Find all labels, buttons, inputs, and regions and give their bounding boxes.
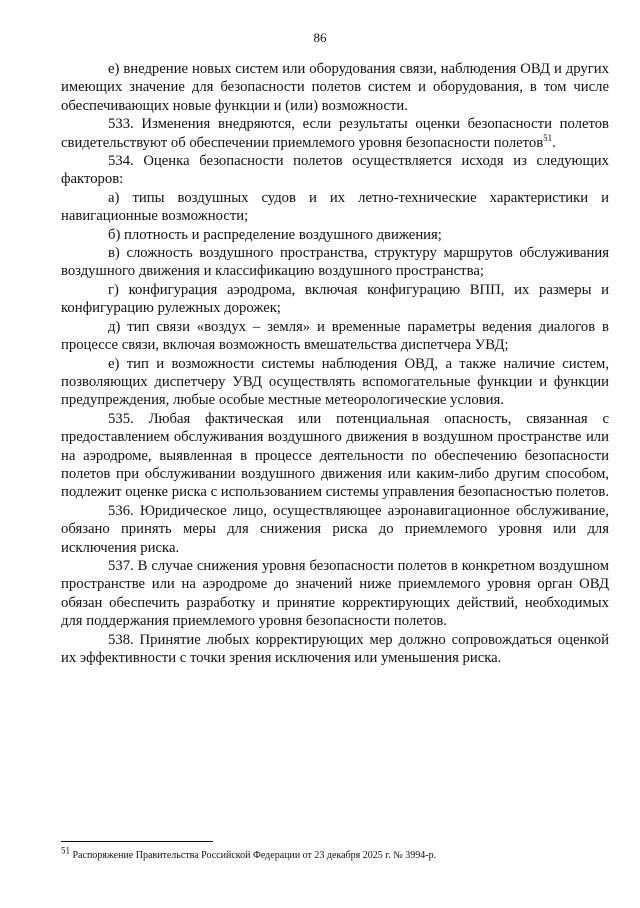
footnote-51 (61, 845, 609, 862)
footnote-text: Распоряжение Правительства Российской Федерации от 23 декабря 2025 г. № 3994-р. (70, 850, 437, 861)
footnote-reference-51: 51 (543, 132, 553, 143)
list-item-g: г) конфигурация аэродрома, включая конфигурацию ВПП, их размеры и конфигурацию рулежных дорожек; (61, 281, 609, 317)
list-item-d: д) тип связи «воздух – земля» и временные параметры ведения диалогов в процессе связи, включая возможность вмешательства диспетчера УВД; (61, 318, 609, 354)
paragraph-533-suffix: . (552, 134, 556, 151)
paragraph-534: 534. Оценка безопасности полетов осуществляется исходя из следующих факторов: (61, 153, 609, 188)
list-item-e: е) тип и возможности системы наблюдения ОВД, а также наличие систем, позволяющих диспетчеру УВД осуществлять вспомогательные функции и функции предупреждения, любые особые местные метеорологические условия. (61, 355, 609, 409)
paragraph-533-text: 533. Изменения внедряются, если результаты оценки безопасности полетов свидетельствуют об обеспечении приемлемого уровня безопасности полетов (61, 116, 609, 151)
paragraph-537: 537. В случае снижения уровня безопасности полетов в конкретном воздушном пространстве или на аэродроме до значений ниже приемлемого уровня орган ОВД обязан обеспечить разработку и принятие корректирующих действий, необходимых для поддержания приемлемого уровня безопасности полетов. (61, 557, 609, 630)
paragraph-535: 535. Любая фактическая или потенциальная опасность, связанная с предоставлением обслуживания воздушного движения в воздушном пространстве или на аэродроме, выявленная в процессе деятельности по обеспечению безопасности полетов при обслуживании воздушного движения или каким-либо другим способом, подлежит оценке риска с использованием системы управления безопасностью полетов. (61, 410, 609, 501)
page-number: 86 (313, 30, 327, 45)
paragraph-item-e-new-systems: е) внедрение новых систем или оборудования связи, наблюдения ОВД и других имеющих значение для безопасности полетов систем и оборудования, в том числе обеспечивающих новые функции и (или) возможности. (61, 61, 609, 114)
footnote-mark: 51 (61, 845, 70, 856)
list-item-a: а) типы воздушных судов и их летно-технические характеристики и навигационные возможности; (61, 189, 609, 225)
paragraph-536: 536. Юридическое лицо, осуществляющее аэронавигационное обслуживание, обязано принять меры для снижения риска до приемлемого уровня или для исключения риска. (61, 502, 609, 556)
list-item-b: б) плотность и распределение воздушного движения; (108, 226, 442, 243)
paragraph-533 (61, 115, 609, 152)
list-item-v: в) сложность воздушного пространства, структуру маршрутов обслуживания воздушного движения и классификацию воздушного пространства; (61, 245, 609, 280)
document-body (61, 60, 609, 667)
paragraph-538: 538. Принятие любых корректирующих мер должно сопровождаться оценкой их эффективности с точки зрения исключения или уменьшения риска. (61, 631, 609, 666)
footnote-divider (61, 841, 213, 842)
